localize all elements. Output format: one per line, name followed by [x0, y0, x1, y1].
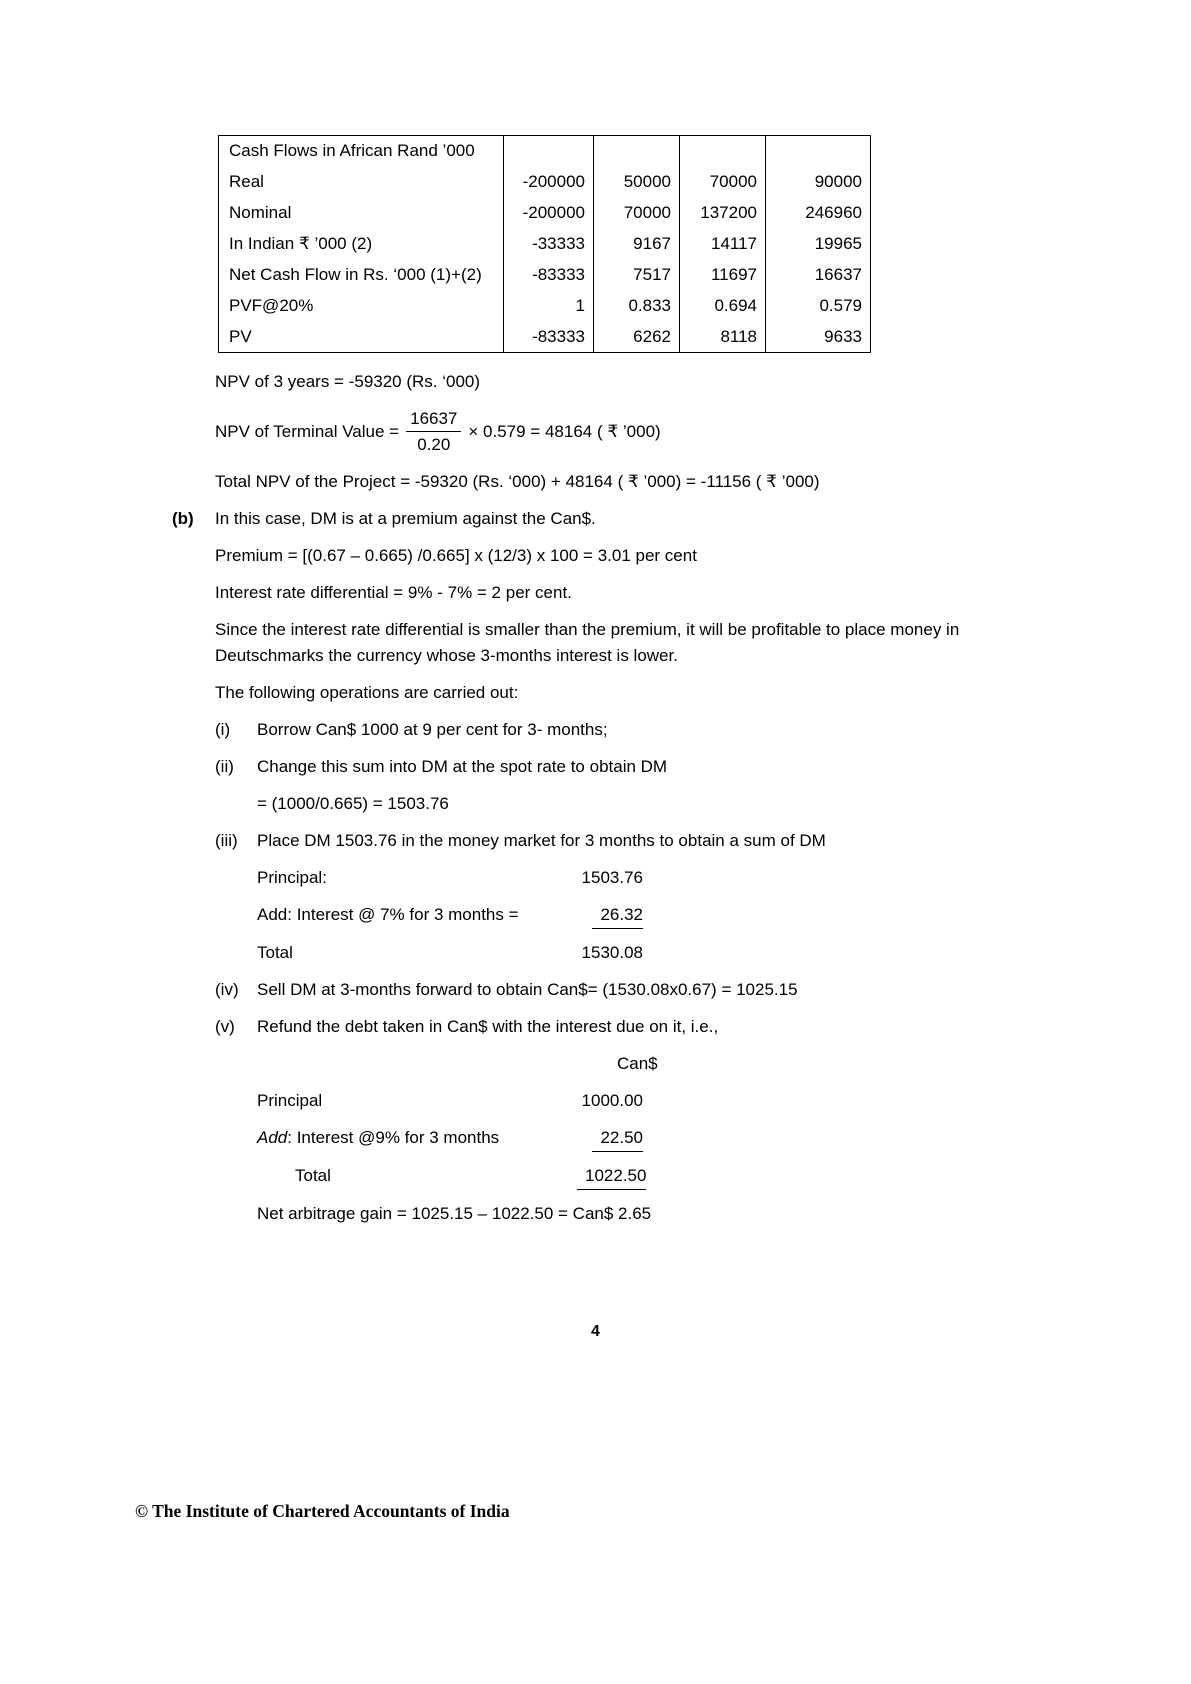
interest-differential-line: Interest rate differential = 9% - 7% = 2 per cent. [215, 583, 572, 602]
item-v-number: (v) [215, 1017, 235, 1036]
npv-three-years-line: NPV of 3 years = -59320 (Rs. ‘000) [215, 372, 481, 391]
interest-label-add: Add [257, 1128, 288, 1147]
cell-value: 19965 [766, 229, 871, 260]
list-item-ii [215, 754, 1060, 828]
row-label: PVF@20% [229, 296, 314, 315]
since-paragraph: Since the interest rate differential is smaller than the premium, it will be profitable to place money in Deutschmarks the currency whose 3-months interest is lower. [215, 620, 960, 665]
item-iv-number: (iv) [215, 980, 239, 999]
row-label: Nominal [229, 203, 292, 222]
principal-row [257, 865, 1060, 891]
row-label: Net Cash Flow in Rs. ‘000 (1)+(2) [229, 265, 482, 284]
fraction-numerator: 16637 [406, 406, 461, 432]
interest-row [257, 1125, 1060, 1152]
table-title-row [219, 136, 871, 167]
principal-value: 1503.76 [581, 868, 643, 887]
cell-value: 0.694 [680, 291, 766, 322]
list-item-i [215, 717, 1060, 754]
item-iii-text: Place DM 1503.76 in the money market for 3 months to obtain a sum of DM [257, 831, 826, 850]
cell-value: 0.833 [594, 291, 680, 322]
total-value: 1022.50 [577, 1163, 646, 1190]
table-row-nominal [219, 198, 871, 229]
principal-row [257, 1088, 1060, 1114]
item-iv-text: Sell DM at 3-months forward to obtain Can$= (1530.08x0.67) = 1025.15 [257, 980, 798, 999]
item-iii-number: (iii) [215, 831, 238, 850]
terminal-value-fraction [406, 406, 461, 457]
cell-value: 9167 [594, 229, 680, 260]
cell-value: -200000 [504, 167, 594, 198]
cell-value: 7517 [594, 260, 680, 291]
cell-value: 0.579 [766, 291, 871, 322]
total-npv-line: Total NPV of the Project = -59320 (Rs. ‘000) + 48164 ( ₹ ’000) = -11156 ( ₹ ’000) [215, 472, 820, 491]
operations-line: The following operations are carried out: [215, 683, 519, 702]
interest-label: Add: Interest @ 7% for 3 months = [257, 905, 519, 924]
list-item-v [215, 1014, 1060, 1238]
fraction-denominator: 0.20 [417, 435, 451, 454]
row-label: Real [229, 172, 264, 191]
total-row [257, 940, 1060, 966]
cell-value: -83333 [504, 322, 594, 353]
page-content [172, 135, 1060, 1238]
principal-value: 1000.00 [581, 1091, 643, 1110]
cell-value: -33333 [504, 229, 594, 260]
cell-value: 14117 [680, 229, 766, 260]
total-label: Total [295, 1166, 331, 1185]
item-ii-number: (ii) [215, 757, 234, 776]
interest-row [257, 902, 1060, 929]
section-b-intro: In this case, DM is at a premium against the Can$. [215, 509, 596, 528]
cell-value: 246960 [766, 198, 871, 229]
table-row-real [219, 167, 871, 198]
list-item-iv [215, 977, 1060, 1014]
npv-terminal-formula [215, 406, 1060, 457]
item-i-text: Borrow Can$ 1000 at 9 per cent for 3- months; [257, 720, 608, 739]
premium-line: Premium = [(0.67 – 0.665) /0.665] x (12/3) x 100 = 3.01 per cent [215, 546, 697, 565]
cell-value: 70000 [680, 167, 766, 198]
cell-value: 50000 [594, 167, 680, 198]
cash-flow-table [218, 135, 871, 353]
copyright-footer: © The Institute of Chartered Accountants of India [135, 1501, 510, 1521]
principal-label: Principal: [257, 868, 327, 887]
cell-value: 137200 [680, 198, 766, 229]
cell-value: 9633 [766, 322, 871, 353]
cell-value: -200000 [504, 198, 594, 229]
total-label: Total [257, 943, 293, 962]
cell-value: 8118 [680, 322, 766, 353]
item-v-text: Refund the debt taken in Can$ with the interest due on it, i.e., [257, 1017, 719, 1036]
cell-value: 70000 [594, 198, 680, 229]
row-label: In Indian ₹ ’000 (2) [229, 234, 373, 253]
total-value: 1530.08 [581, 943, 643, 962]
section-b-body [215, 506, 1060, 1238]
cell-value: -83333 [504, 260, 594, 291]
cell-value: 1 [504, 291, 594, 322]
interest-value: 26.32 [592, 902, 643, 929]
item-i-number: (i) [215, 720, 231, 739]
cell-value: 11697 [680, 260, 766, 291]
table-row-pvf [219, 291, 871, 322]
table-title: Cash Flows in African Rand ’000 [229, 141, 475, 161]
section-b-marker: (b) [172, 509, 194, 528]
terminal-value-result: × 0.579 = 48164 ( ₹ ’000) [468, 421, 661, 441]
terminal-value-label: NPV of Terminal Value = [215, 421, 400, 441]
principal-label: Principal [257, 1091, 323, 1110]
table-row-indian [219, 229, 871, 260]
list-item-iii [215, 828, 1060, 977]
table-row-pv [219, 322, 871, 353]
table-row-net-cash-flow [219, 260, 871, 291]
net-arbitrage-gain-line: Net arbitrage gain = 1025.15 – 1022.50 = Can$ 2.65 [257, 1204, 652, 1223]
cell-value: 16637 [766, 260, 871, 291]
cell-value: 90000 [766, 167, 871, 198]
item-ii-calculation: = (1000/0.665) = 1503.76 [257, 794, 449, 813]
total-row [257, 1163, 1060, 1190]
currency-column-header: Can$ [617, 1054, 658, 1073]
cell-value: 6262 [594, 322, 680, 353]
interest-value: 22.50 [592, 1125, 643, 1152]
section-b [172, 506, 1060, 1238]
interest-label-rest: : Interest @9% for 3 months [287, 1128, 500, 1147]
page-number: 4 [591, 1323, 600, 1340]
row-label: PV [229, 326, 252, 346]
item-ii-text: Change this sum into DM at the spot rate to obtain DM [257, 757, 668, 776]
